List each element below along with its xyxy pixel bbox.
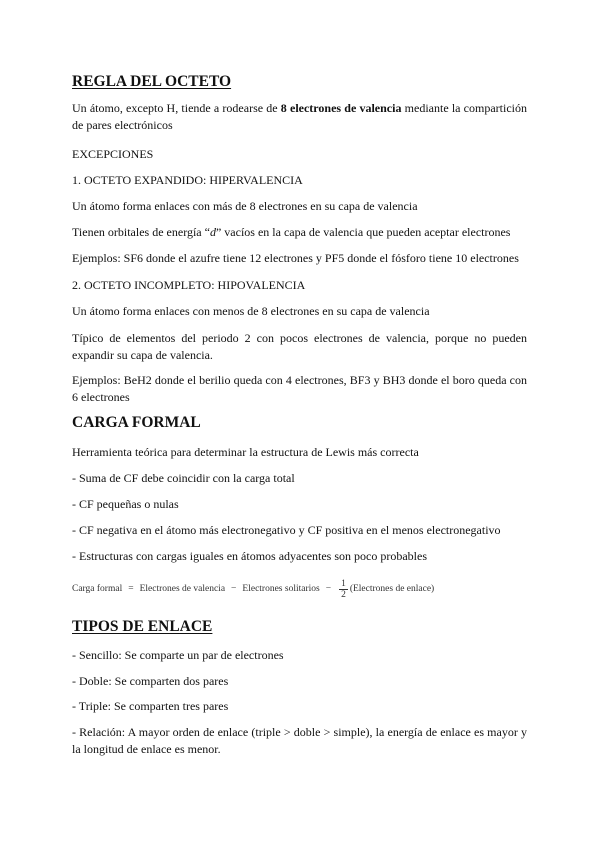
fraction-numerator: 1 [341,578,346,589]
formula-lone-term: Electrones solitarios [242,584,320,594]
paragraph-ejemplos-hipo: Ejemplos: BeH2 donde el berilio queda con 4 electrones, BF3 y BH3 donde el boro queda con 6 electrones [72,373,527,404]
subheading-octeto-expandido: 1. OCTETO EXPANDIDO: HIPERVALENCIA [72,173,303,187]
intro-text-end: mediante la compartición de pares electrónicos [72,101,527,132]
paragraph-orbitales-d [72,224,527,241]
formula-bond-term: (Electrones de enlace) [349,584,435,594]
formal-charge-formula [72,574,435,604]
list-item-cf-negativa: - CF negativa en el átomo más electronegativo y CF positiva en el menos electronegativo [72,523,501,537]
formula-lhs: Carga formal [72,584,123,594]
intro-bold-text: 8 electrones de valencia [280,101,402,115]
paragraph-ejemplos-hiper: Ejemplos: SF6 donde el azufre tiene 12 electrones y PF5 donde el fósforo tiene 10 electrones [72,251,519,265]
orbital-d-italic: d [209,225,216,239]
list-item-cargas-iguales: - Estructuras con cargas iguales en átomos adyacentes son poco probables [72,549,427,563]
fraction-denominator: 2 [341,589,346,600]
heading-carga-formal: CARGA FORMAL [72,414,201,431]
list-item-relacion: - Relación: A mayor orden de enlace (triple > doble > simple), la energía de enlace es mayor y la longitud de enlace es menor. [72,725,527,756]
orbitales-text-end: ” vacíos en la capa de valencia que pueden aceptar electrones [215,225,511,239]
list-item-sencillo: - Sencillo: Se comparte un par de electrones [72,648,284,662]
heading-tipos-de-enlace: TIPOS DE ENLACE [72,618,213,635]
subheading-octeto-incompleto: 2. OCTETO INCOMPLETO: HIPOVALENCIA [72,278,306,292]
octet-rule-intro [72,100,527,133]
intro-text-start: Un átomo, excepto H, tiende a rodearse de [72,101,281,115]
formula-equals: = [128,584,134,594]
excepciones-label: EXCEPCIONES [72,147,154,161]
list-item-triple: - Triple: Se comparten tres pares [72,699,229,713]
paragraph-periodo-2: Típico de elementos del periodo 2 con pocos electrones de valencia, porque no pueden expandir su capa de valencia. [72,331,527,362]
paragraph-herramienta: Herramienta teórica para determinar la estructura de Lewis más correcta [72,445,419,459]
formula-valence-term: Electrones de valencia [139,584,226,594]
formula-minus-2: − [325,584,332,594]
heading-regla-del-octeto: REGLA DEL OCTETO [72,73,232,90]
formula-fraction [339,579,348,600]
orbitales-text-start: Tienen orbitales de energía “ [72,225,210,239]
list-item-cf-pequenas: - CF pequeñas o nulas [72,497,179,511]
formula-minus: − [231,584,237,594]
list-item-suma-cf: - Suma de CF debe coincidir con la carga total [72,471,295,485]
paragraph-hipervalencia-def: Un átomo forma enlaces con más de 8 electrones en su capa de valencia [72,199,418,213]
paragraph-hipovalencia-def: Un átomo forma enlaces con menos de 8 electrones en su capa de valencia [72,304,430,318]
list-item-doble: - Doble: Se comparten dos pares [72,674,229,688]
